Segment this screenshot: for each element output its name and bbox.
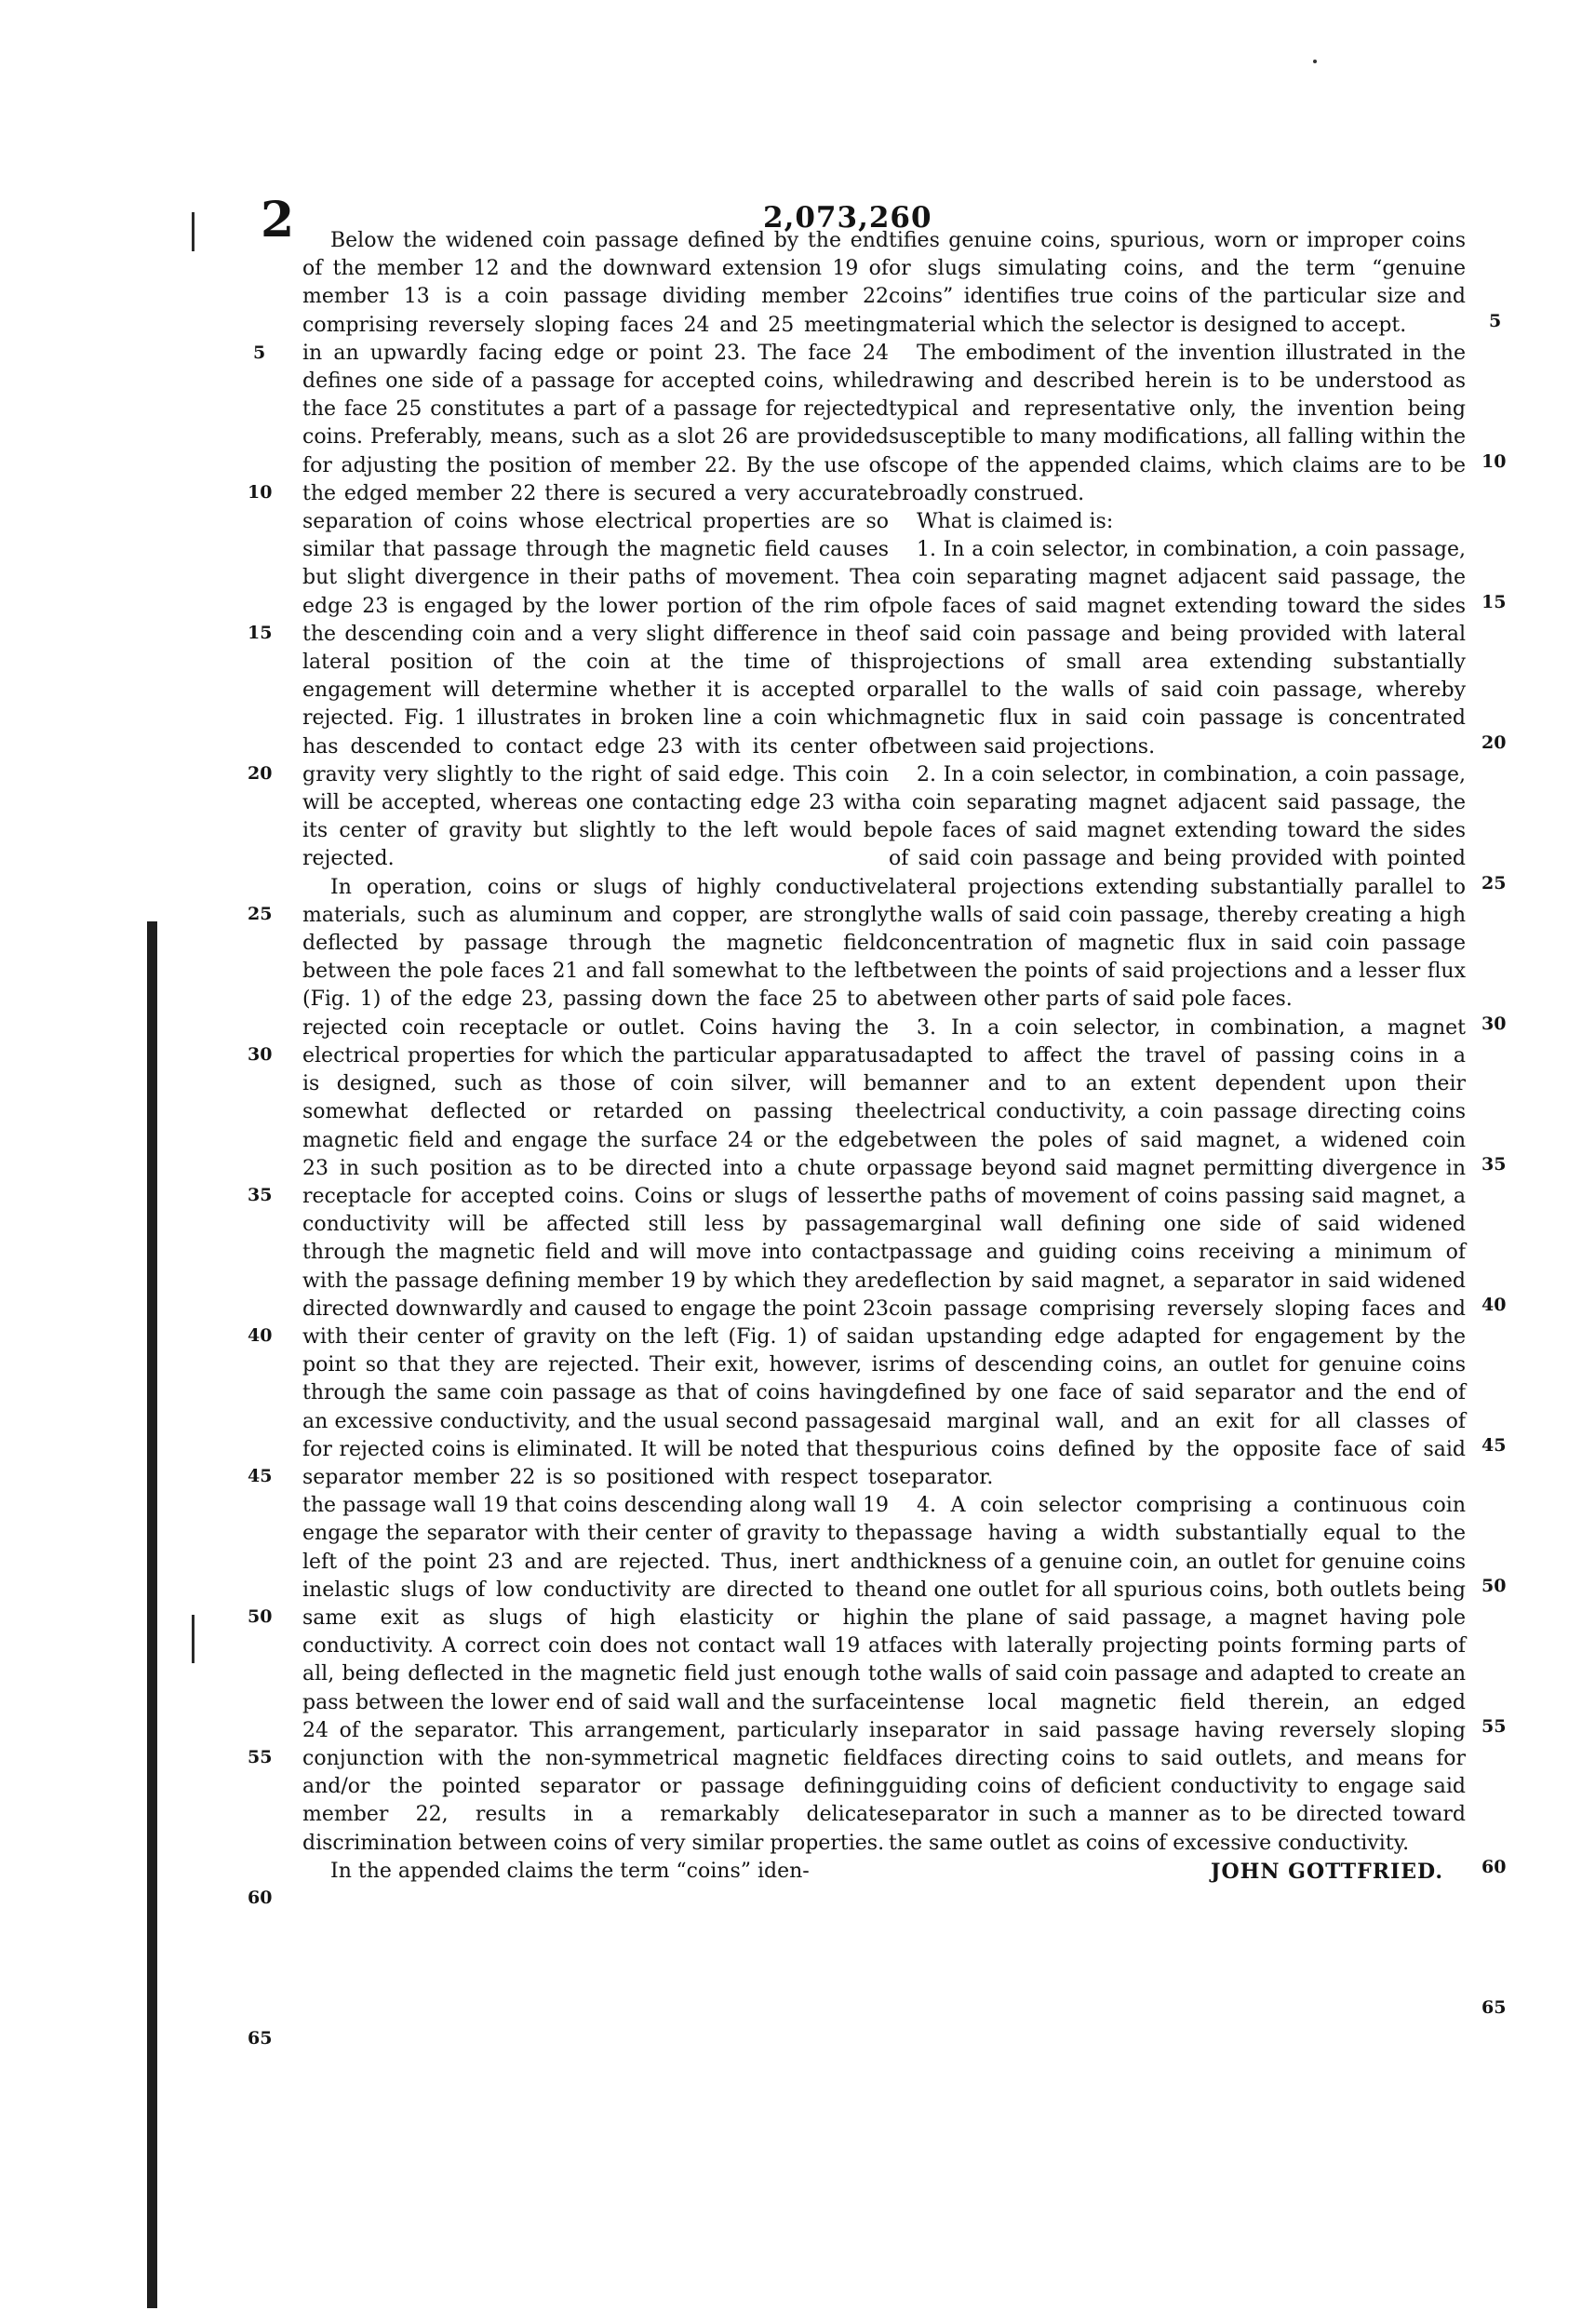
line-number-left: 5 bbox=[253, 343, 266, 363]
left-text-column bbox=[302, 227, 889, 2098]
line-number-left: 60 bbox=[248, 1887, 273, 1908]
paragraph-embodiment: The embodiment of the invention illustrated in the drawing and described herein is to be understood as typical and representative only, the invention being susceptible to many modifications, all falling within the scope of the appended claims, which claims are to be broadly construed. bbox=[889, 341, 1466, 505]
line-number-left: 20 bbox=[248, 763, 273, 784]
line-number-right: 45 bbox=[1481, 1435, 1507, 1456]
line-number-right: 30 bbox=[1481, 1014, 1507, 1034]
binding-edge-bar bbox=[147, 921, 157, 2308]
patent-number: 2,073,260 bbox=[763, 201, 932, 235]
right-text-column bbox=[889, 227, 1466, 2098]
line-number-left: 50 bbox=[248, 1606, 273, 1627]
line-number-right: 20 bbox=[1481, 732, 1507, 753]
page-number: 2 bbox=[261, 192, 296, 249]
line-number-right: 35 bbox=[1481, 1154, 1507, 1175]
claims-heading: What is claimed is: bbox=[917, 510, 1114, 534]
claim-4: 4. A coin selector comprising a continuous coin passage having a width substantially equal to the thickness of a genuine coin, an outlet for genuine coins and one outlet for all spurious coins, both outlets being in the plane of said passage, a magnet having pole faces with laterally projecting points forming parts of the walls of said coin passage and adapted to create an intense local magnetic field therein, an edged separator in said passage having reversely sloping faces directing coins to said outlets, and means for guiding coins of deficient conductivity to engage said separator in such a manner as to be directed toward the same outlet as coins of excessive conductivity. bbox=[889, 1494, 1466, 1855]
line-number-left: 35 bbox=[248, 1185, 273, 1205]
scan-speck bbox=[1313, 60, 1317, 63]
line-number-right: 10 bbox=[1481, 451, 1507, 472]
binding-mark bbox=[192, 212, 194, 251]
line-number-right: 50 bbox=[1481, 1576, 1507, 1596]
line-number-left: 30 bbox=[248, 1044, 273, 1065]
line-number-left: 65 bbox=[248, 2028, 273, 2049]
claim-2: 2. In a coin selector, in combination, a coin passage, a coin separating magnet adjacent said passage, the pole faces of said magnet extending toward the sides of said coin passage and being provided with pointed lateral projections extending substantially parallel to the walls of said coin passage, thereby creating a high concentration of magnetic flux in said coin passage between the points of said projections and a lesser flux between other parts of said pole faces. bbox=[889, 762, 1466, 1012]
paragraph-coins-definition-start: In the appended claims the term “coins” iden- bbox=[330, 1859, 810, 1883]
line-number-left: 55 bbox=[248, 1747, 273, 1767]
inventor-signature: JOHN GOTTFRIED. bbox=[1211, 1859, 1443, 1884]
line-number-right: 60 bbox=[1481, 1857, 1507, 1877]
line-number-left: 15 bbox=[248, 623, 273, 643]
line-number-left: 45 bbox=[248, 1466, 273, 1486]
line-number-left: 10 bbox=[248, 482, 273, 503]
paragraph-coins-definition-end: tifies genuine coins, spurious, worn or improper coins or slugs simulating coins, and the term “genuine coins” identifies true coins of the particular size and material which the selector is designed to accept. bbox=[889, 229, 1466, 337]
line-number-right: 65 bbox=[1481, 1997, 1507, 2018]
line-number-left: 40 bbox=[248, 1325, 273, 1346]
line-number-right: 55 bbox=[1481, 1716, 1507, 1737]
claim-1: 1. In a coin selector, in combination, a coin passage, a coin separating magnet adjacent said passage, the pole faces of said magnet extending toward the sides of said coin passage and being provided with lateral projections of small area extending substantially parallel to the walls of said coin passage, whereby magnetic flux in said coin passage is concentrated between said projections. bbox=[889, 538, 1466, 759]
paragraph-separator-description: Below the widened coin passage defined by the end of the member 12 and the downward extension 19 of member 13 is a coin passage dividing member 22 comprising reversely sloping faces 24 and 25 meeting in an upwardly facing edge or point 23. The face 24 defines one side of a passage for accepted coins, while the face 25 constitutes a part of a passage for rejected coins. Preferably, means, such as a slot 26 are provided for adjusting the position of member 22. By the use of the edged member 22 there is secured a very accurate separation of coins whose electrical properties are so similar that passage through the magnetic field causes but slight divergence in their paths of movement. The edge 23 is engaged by the lower portion of the rim of the descending coin and a very slight difference in the lateral position of the coin at the time of this engagement will determine whether it is accepted or rejected. Fig. 1 illustrates in broken line a coin which has descended to contact edge 23 with its center of gravity very slightly to the right of said edge. This coin will be accepted, whereas one contacting edge 23 with its center of gravity but slightly to the left would be rejected. bbox=[302, 229, 889, 871]
line-number-right: 25 bbox=[1481, 873, 1507, 893]
line-number-right: 15 bbox=[1481, 592, 1507, 612]
claim-3: 3. In a coin selector, in combination, a magnet adapted to affect the travel of passing coins in a manner and to an extent dependent upon their electrical conductivity, a coin passage directing coins between the poles of said magnet, a widened coin passage beyond said magnet permitting divergence in the paths of movement of coins passing said magnet, a marginal wall defining one side of said widened passage and guiding coins receiving a minimum of deflection by said magnet, a separator in said widened coin passage comprising reversely sloping faces and an upstanding edge adapted for engagement by the rims of descending coins, an outlet for genuine coins defined by one face of said separator and the end of said marginal wall, and an exit for all classes of spurious coins defined by the opposite face of said separator. bbox=[889, 1015, 1466, 1489]
binding-mark bbox=[192, 1615, 194, 1663]
line-number-right: 5 bbox=[1489, 311, 1502, 331]
line-number-left: 25 bbox=[248, 904, 273, 924]
paragraph-operation: In operation, coins or slugs of highly conductive materials, such as aluminum and copper, are strongly deflected by passage through the magnetic field between the pole faces 21 and fall somewhat to the left (Fig. 1) of the edge 23, passing down the face 25 to a rejected coin receptacle or outlet. Coins having the electrical properties for which the particular apparatus is designed, such as those of coin silver, will be somewhat deflected or retarded on passing the magnetic field and engage the surface 24 or the edge 23 in such position as to be directed into a chute or receptacle for accepted coins. Coins or slugs of lesser conductivity will be affected still less by passage through the magnetic field and will move into contact with the passage defining member 19 by which they are directed downwardly and caused to engage the point 23 with their center of gravity on the left (Fig. 1) of said point so that they are rejected. Their exit, however, is through the same coin passage as that of coins having an excessive conductivity, and the usual second passage for rejected coins is eliminated. It will be noted that the separator member 22 is so positioned with respect to the passage wall 19 that coins descending along wall 19 engage the separator with their center of gravity to the left of the point 23 and are rejected. Thus, inert and inelastic slugs of low conductivity are directed to the same exit as slugs of high elasticity or high conductivity. A correct coin does not contact wall 19 at all, being deflected in the magnetic field just enough to pass between the lower end of said wall and the surface 24 of the separator. This arrangement, particularly in conjunction with the non-symmetrical magnetic field and/or the pointed separator or passage defining member 22, results in a remarkably delicate discrimination between coins of very similar properties. bbox=[302, 875, 889, 1855]
line-number-right: 40 bbox=[1481, 1295, 1507, 1315]
